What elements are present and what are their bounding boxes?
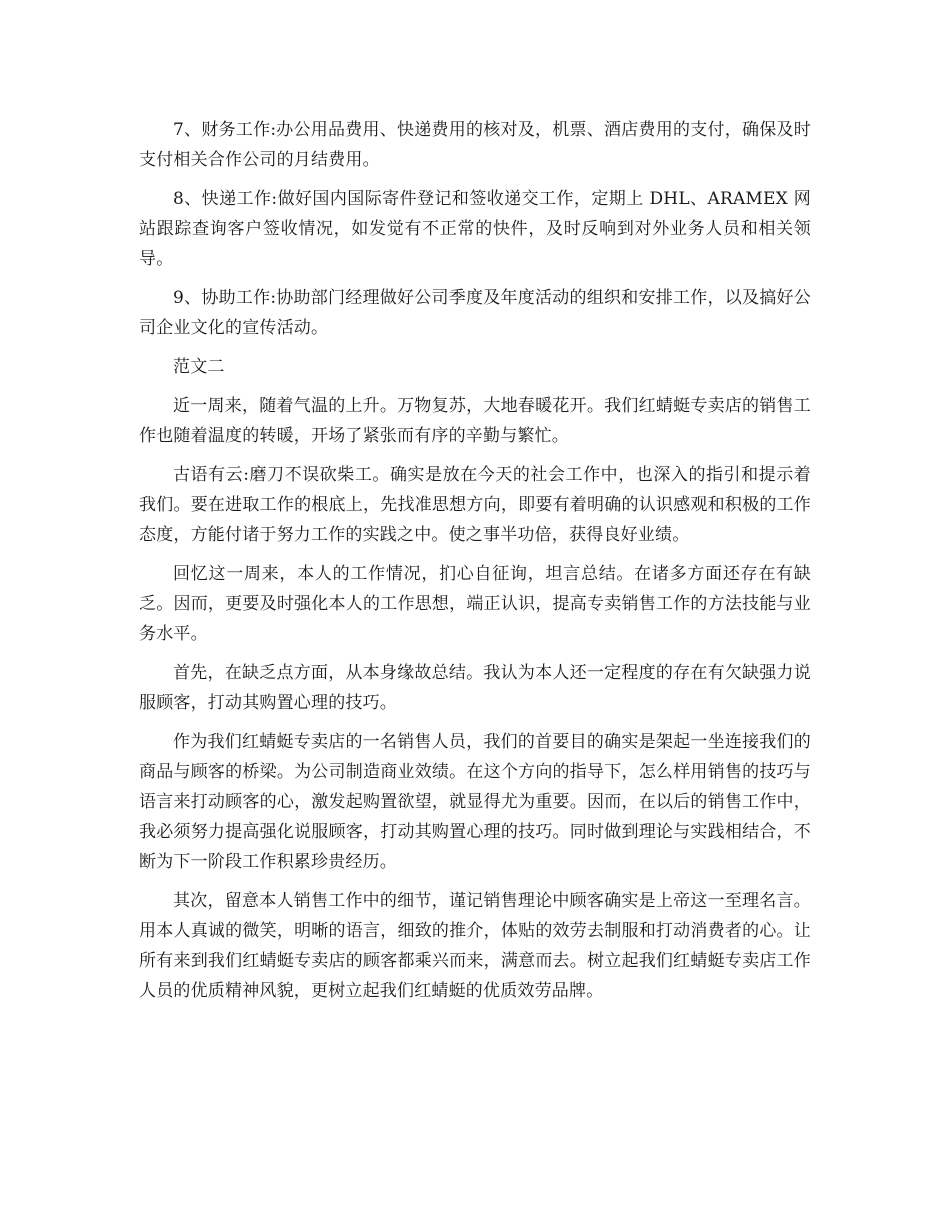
paragraph-review: 回忆这一周来，本人的工作情况，扪心自征询，坦言总结。在诸多方面还存在有缺乏。因而，更要及时强化本人的工作思想，端正认识，提高专卖销售工作的方法技能与业务水平。 <box>139 564 811 644</box>
paragraph-proverb: 古语有云:磨刀不误砍柴工。确实是放在今天的社会工作中，也深入的指引和提示着我们。要在进取工作的根底上，先找准思想方向，即要有着明确的认识感观和积极的工作态度，方能付诸于努力工作的实践之中。使之事半功倍，获得良好业绩。 <box>139 465 811 545</box>
paragraph-first-shortcoming: 首先，在缺乏点方面，从本身缘故总结。我认为本人还一定程度的存在有欠缺强力说服顾客，打动其购置心理的技巧。 <box>139 663 811 713</box>
section-heading-sample-two: 范文二 <box>173 357 225 377</box>
paragraph-finance-work: 7、财务工作:办公用品费用、快递费用的核对及，机票、酒店费用的支付，确保及时支付相关合作公司的月结费用。 <box>139 120 811 170</box>
paragraph-second-details: 其次，留意本人销售工作中的细节，谨记销售理论中顾客确实是上帝这一至理名言。用本人真诚的微笑，明晰的语言，细致的推介，体贴的效劳去制服和打动消费者的心。让所有来到我们红蜻蜓专卖店的顾客都乘兴而来，满意而去。树立起我们红蜻蜓专卖店工作人员的优质精神风貌，更树立起我们红蜻蜓的优质效劳品牌。 <box>139 891 811 1001</box>
paragraph-assist-work: 9、协助工作:协助部门经理做好公司季度及年度活动的组织和安排工作，以及搞好公司企业文化的宣传活动。 <box>139 288 811 338</box>
paragraph-express-work: 8、快递工作:做好国内国际寄件登记和签收递交工作，定期上 DHL、ARAMEX 网站跟踪查询客户签收情况，如发觉有不正常的快件，及时反响到对外业务人员和相关领导。 <box>139 189 811 269</box>
paragraph-intro-week: 近一周来，随着气温的上升。万物复苏，大地春暖花开。我们红蜻蜓专卖店的销售工作也随着温度的转暖，开场了紧张而有序的辛勤与繁忙。 <box>139 396 811 446</box>
paragraph-sales-role: 作为我们红蜻蜓专卖店的一名销售人员，我们的首要目的确实是架起一坐连接我们的商品与顾客的桥梁。为公司制造商业效绩。在这个方向的指导下，怎么样用销售的技巧与语言来打动顾客的心，激发起购置欲望，就显得尤为重要。因而，在以后的销售工作中，我必须努力提高强化说服顾客，打动其购置心理的技巧。同时做到理论与实践相结合，不断为下一阶段工作积累珍贵经历。 <box>139 732 811 872</box>
